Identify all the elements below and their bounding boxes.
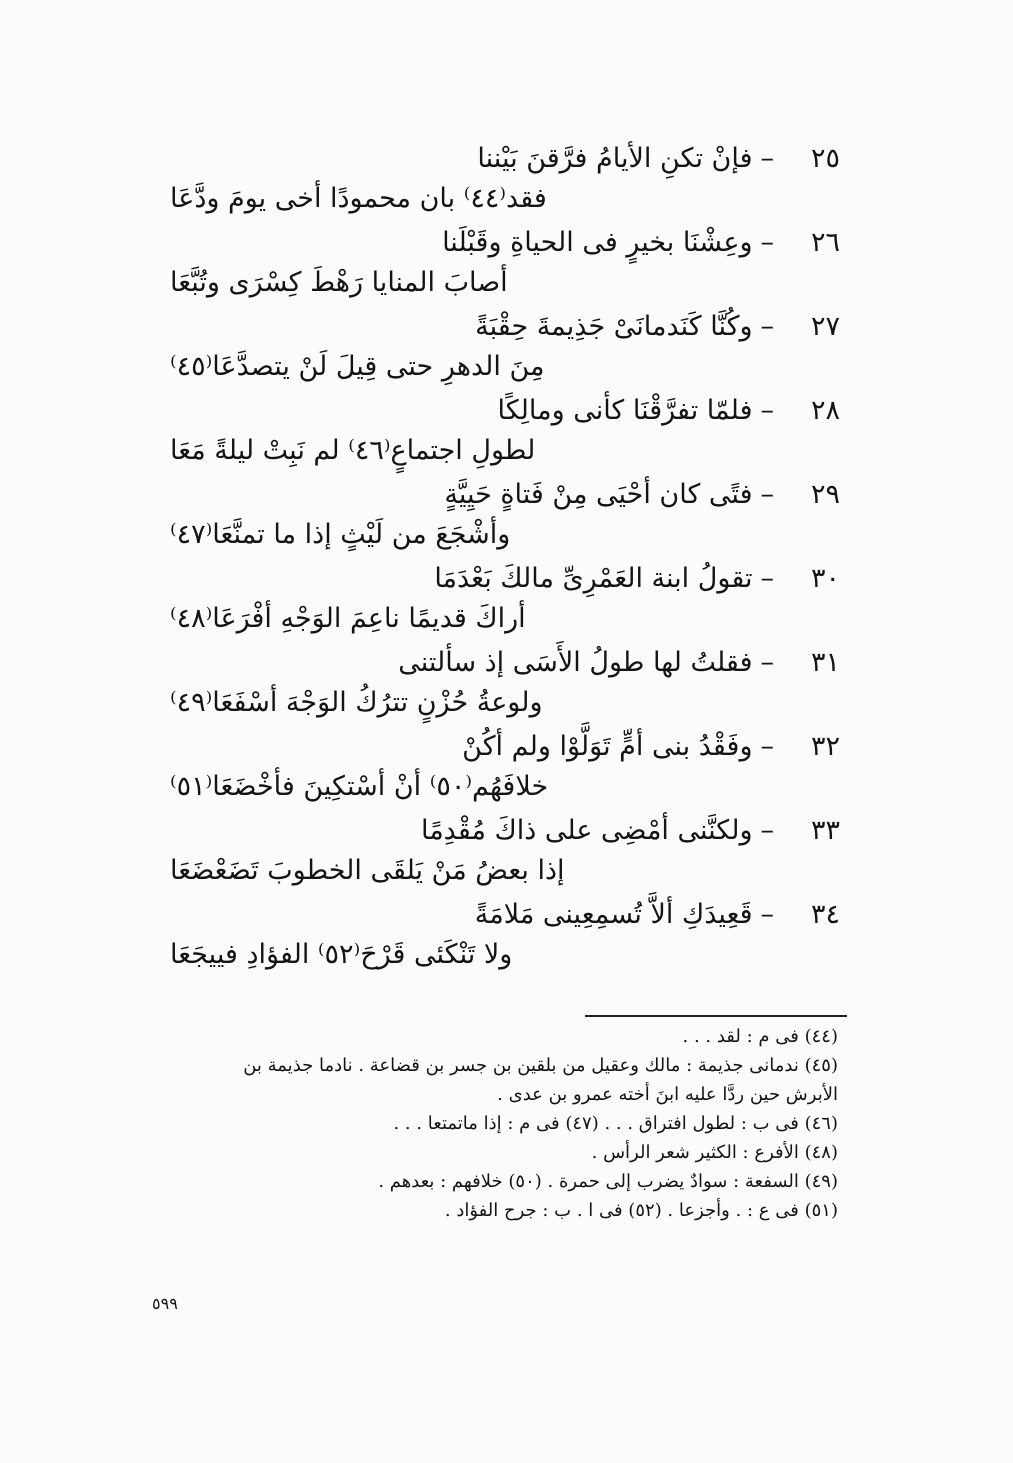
verse-number: ٢٨ — [810, 395, 840, 426]
verse — [140, 642, 840, 726]
verse-number: ٢٧ — [810, 311, 840, 342]
verse-dash: – — [760, 731, 774, 762]
verse-number: ٣٣ — [810, 815, 840, 846]
footnote: (٤٨) الأفرع : الكثير شعر الرأس . — [591, 1142, 838, 1163]
verse-text: فقلتُ لها طولُ الأَسَى إذ سألتنى — [398, 647, 753, 678]
verse-second-hemistich: وأشْجَعَ من لَيْثٍ إذا ما تمنَّعَا⁽٤٧⁾ — [170, 519, 511, 550]
verse-dash: – — [760, 143, 774, 174]
verse — [140, 306, 840, 390]
verse-dash: – — [760, 647, 774, 678]
verse-text: قَعِيدَكِ ألاَّ تُسمِعِينى مَلامَةً — [474, 899, 753, 930]
verse-second-hemistich: خلافَهُم⁽٥٠⁾ أنْ أسْتكِينَ فأخْضَعَا⁽٥١⁾ — [170, 771, 549, 802]
footnotes — [138, 1022, 838, 1225]
verse-first-hemistich — [140, 222, 840, 264]
verse-second-hemistich: إذا بعضُ مَنْ يَلقَى الخطوبَ تَضَعْضَعَا — [170, 855, 565, 886]
verse — [140, 558, 840, 642]
verse-text: وفَقْدُ بنى أمٍّ تَوَلَّوْا ولم أكُنْ — [462, 731, 753, 762]
verse-first-hemistich — [140, 390, 840, 432]
verse-second-hemistich: أراكَ قديمًا ناعِمَ الوَجْهِ أفْرَعَا⁽٤٨⁾ — [170, 603, 526, 634]
verse-text: وكُنَّا كَنَدمانَىْ جَذِيمةَ حِقْبَةً — [475, 311, 753, 342]
footnote: (٤٥) ندمانى جذيمة : مالك وعقيل من بلقين بن جسر بن قضاعة . نادما جذيمة بن — [243, 1055, 838, 1076]
verse-dash: – — [760, 815, 774, 846]
verse-second-hemistich: ولا تَنْكَئى قَرْحَ⁽٥٢⁾ الفؤادِ فييجَعَا — [170, 939, 513, 970]
verse-first-hemistich — [140, 894, 840, 936]
verse-second-hemistich: أصابَ المنايا رَهْطَ كِسْرَى وتُبَّعَا — [170, 267, 508, 298]
footnote-divider — [585, 1015, 847, 1017]
verse-text: فتًى كان أحْيَى مِنْ فَتاةٍ حَيِيَّةٍ — [444, 479, 753, 510]
verse-text: ولكنَّنى أمْضِى على ذاكَ مُقْدِمًا — [420, 815, 753, 846]
verse — [140, 222, 840, 306]
verse-second-hemistich: مِنَ الدهرِ حتى قِيلَ لَنْ يتصدَّعَا⁽٤٥⁾ — [170, 351, 545, 382]
verse-number: ٣٢ — [810, 731, 840, 762]
verse-text: تقولُ ابنة العَمْرِىِّ مالكَ بَعْدَمَا — [434, 563, 753, 594]
verse-second-hemistich: ولوعةُ حُزْنٍ تترُكُ الوَجْهَ أسْفَعَا⁽٤٩⁾ — [170, 687, 543, 718]
verse-dash: – — [760, 311, 774, 342]
verse-dash: – — [760, 899, 774, 930]
verse — [140, 726, 840, 810]
verse-number: ٢٥ — [810, 143, 840, 174]
verse — [140, 474, 840, 558]
verse-text: وعِشْنَا بخيرٍ فى الحياةِ وقَبْلَنا — [442, 227, 753, 258]
verse — [140, 810, 840, 894]
verse-number: ٣١ — [810, 647, 840, 678]
verse-number: ٣٠ — [810, 563, 840, 594]
verse-second-hemistich: لطولِ اجتماعٍ⁽٤٦⁾ لم نَبِتْ ليلةً مَعَا — [170, 435, 536, 466]
verse-dash: – — [760, 563, 774, 594]
footnote: (٥١) فى ع : . وأجزعا . (٥٢) فى ا . ب : جرح الفؤاد . — [444, 1200, 838, 1221]
footnote: (٤٦) فى ب : لطول افتراق . . . (٤٧) فى م : إذا ماتمتعا . . . — [393, 1113, 838, 1134]
page-number: ٥٩٩ — [152, 1294, 178, 1313]
verse-dash: – — [760, 479, 774, 510]
verse-first-hemistich — [140, 642, 840, 684]
verse-first-hemistich — [140, 726, 840, 768]
verse-dash: – — [760, 395, 774, 426]
verse-number: ٣٤ — [810, 899, 840, 930]
verse — [140, 390, 840, 474]
verse-number: ٢٦ — [810, 227, 840, 258]
verse — [140, 894, 840, 978]
verse-first-hemistich — [140, 138, 840, 180]
verse-text: فلمّا تفرَّقْنَا كأنى ومالِكًا — [497, 395, 753, 426]
verse-second-hemistich: فقد⁽٤٤⁾ بان محمودًا أخى يومَ ودَّعَا — [170, 183, 547, 214]
footnote: (٤٩) السفعة : سوادٌ يضرب إلى حمرة . (٥٠) خلافهم : بعدهم . — [378, 1171, 838, 1192]
verse-number: ٢٩ — [810, 479, 840, 510]
verse — [140, 138, 840, 222]
verse-first-hemistich — [140, 474, 840, 516]
verse-first-hemistich — [140, 558, 840, 600]
poem — [140, 138, 840, 978]
verse-text: فإنْ تكنِ الأيامُ فرَّقنَ بَيْننا — [477, 143, 753, 174]
verse-first-hemistich — [140, 306, 840, 348]
footnote-continuation: الأبرش حين ردَّا عليه ابنَ أخته عمرو بن عدى . — [497, 1084, 838, 1105]
verse-dash: – — [760, 227, 774, 258]
footnote: (٤٤) فى م : لقد . . . — [682, 1026, 838, 1047]
verse-first-hemistich — [140, 810, 840, 852]
